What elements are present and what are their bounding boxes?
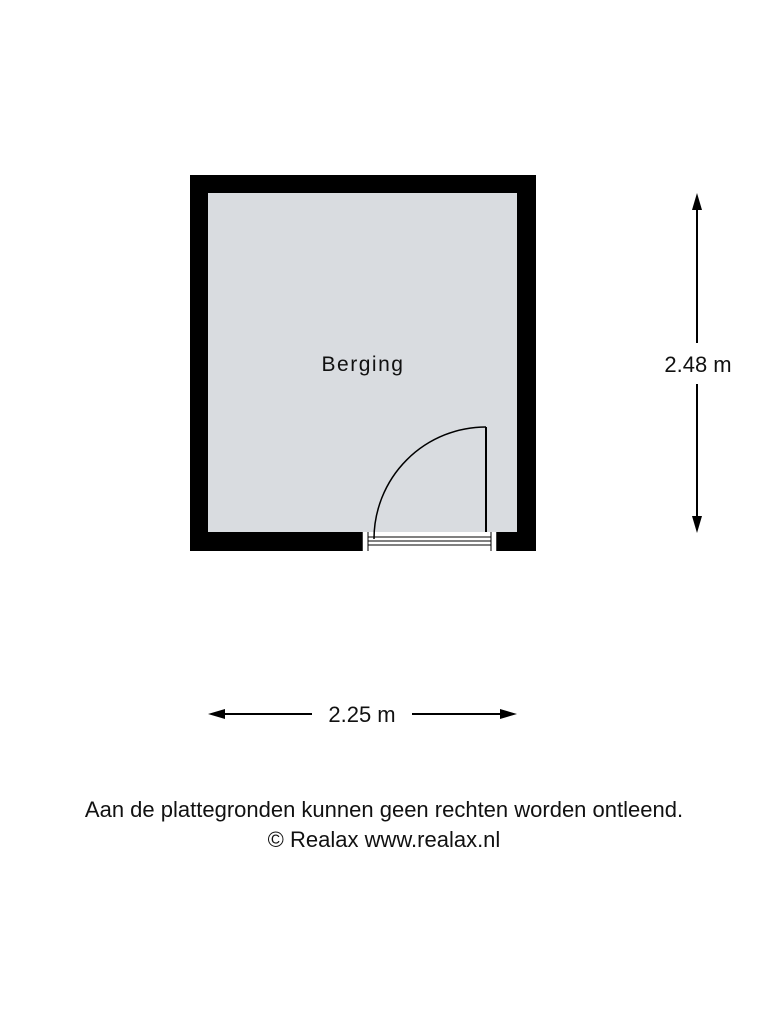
arrow-up-icon: [692, 193, 702, 210]
room-label: Berging: [321, 353, 405, 376]
wall-bottom-left: [190, 532, 362, 551]
height-label: 2.48 m: [664, 352, 732, 377]
width-dimension: [208, 702, 517, 727]
arrow-down-icon: [692, 516, 702, 533]
arrow-right-icon: [500, 709, 517, 719]
width-label: 2.25 m: [328, 702, 396, 727]
wall-top: [190, 175, 536, 193]
height-dimension: [664, 193, 731, 533]
arrow-left-icon: [208, 709, 225, 719]
wall-right: [517, 175, 536, 551]
wall-bottom-right: [497, 532, 536, 551]
copyright-text: © Realax www.realax.nl: [267, 827, 501, 852]
wall-left: [190, 175, 208, 551]
disclaimer-text: Aan de plattegronden kunnen geen rechten worden ontleend.: [84, 797, 684, 822]
door-threshold: [362, 532, 497, 551]
